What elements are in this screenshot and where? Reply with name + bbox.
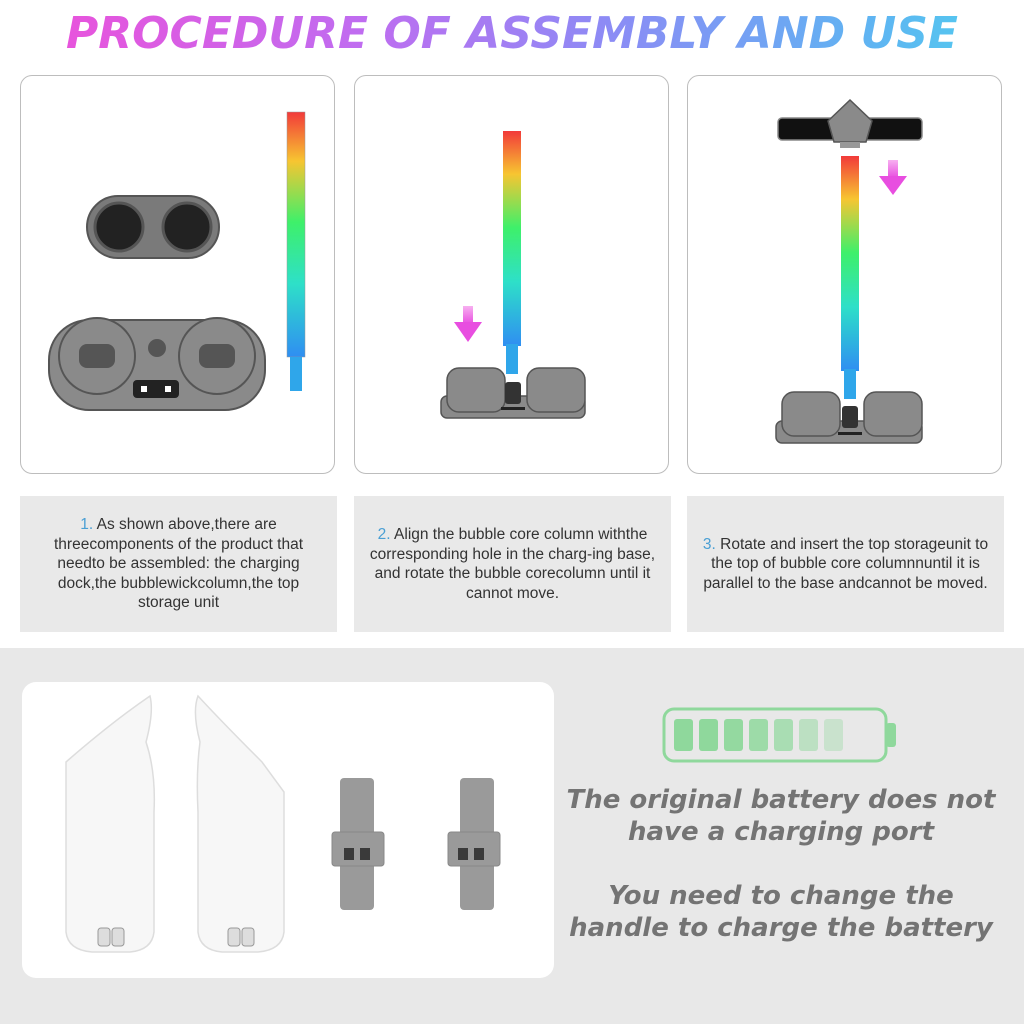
down-arrow-icon [454,306,482,342]
top-storage-unit [87,196,219,258]
battery-cell [699,719,718,751]
battery-cell [724,719,743,751]
battery-note-1: The original battery does not have a charging port [566,785,996,847]
step1-caption [20,496,337,632]
step-number: 2. [377,526,391,543]
right-handle [195,696,284,952]
left-handle [66,696,154,952]
step-text: Align the bubble core column withthe corresponding hole in the charg-ing base, and rotate the bubble corecolumn until it cannot move. [369,526,656,602]
battery-right [448,778,500,910]
step3-illustration [687,75,1002,474]
step1-illustration [20,75,335,474]
step2-illustration [354,75,669,474]
step-number: 3. [702,535,716,553]
bubble-wick-column [287,112,305,391]
battery-note-2: You need to change the handle to charge the battery [569,881,993,943]
battery-cell [674,719,693,751]
handles-and-batteries-image [22,682,554,978]
battery-cell [799,719,818,751]
step3-caption [687,496,1004,632]
charging-base [776,392,922,443]
step-number: 1. [80,516,94,534]
battery-cell [824,719,843,751]
step2-caption [354,496,671,632]
charging-dock [49,318,265,410]
battery-cell [774,719,793,751]
battery-left [332,778,384,910]
step-text: As shown above,there are threecomponents of the product that needto be assembled: the charging dock,the bubblewickcolumn,the top storage unit [53,516,304,612]
battery-cell [749,719,768,751]
down-arrow-icon [879,160,907,195]
top-storage-unit [778,100,922,148]
step-text: Rotate and insert the top storageunit to the top of bubble core columnnuntil it is parallel to the base andcannot be moved. [703,535,989,592]
charging-base [441,368,585,418]
battery-level-icon [660,705,900,765]
page-title: PROCEDURE OF ASSEMBLY AND USE [0,8,1024,59]
